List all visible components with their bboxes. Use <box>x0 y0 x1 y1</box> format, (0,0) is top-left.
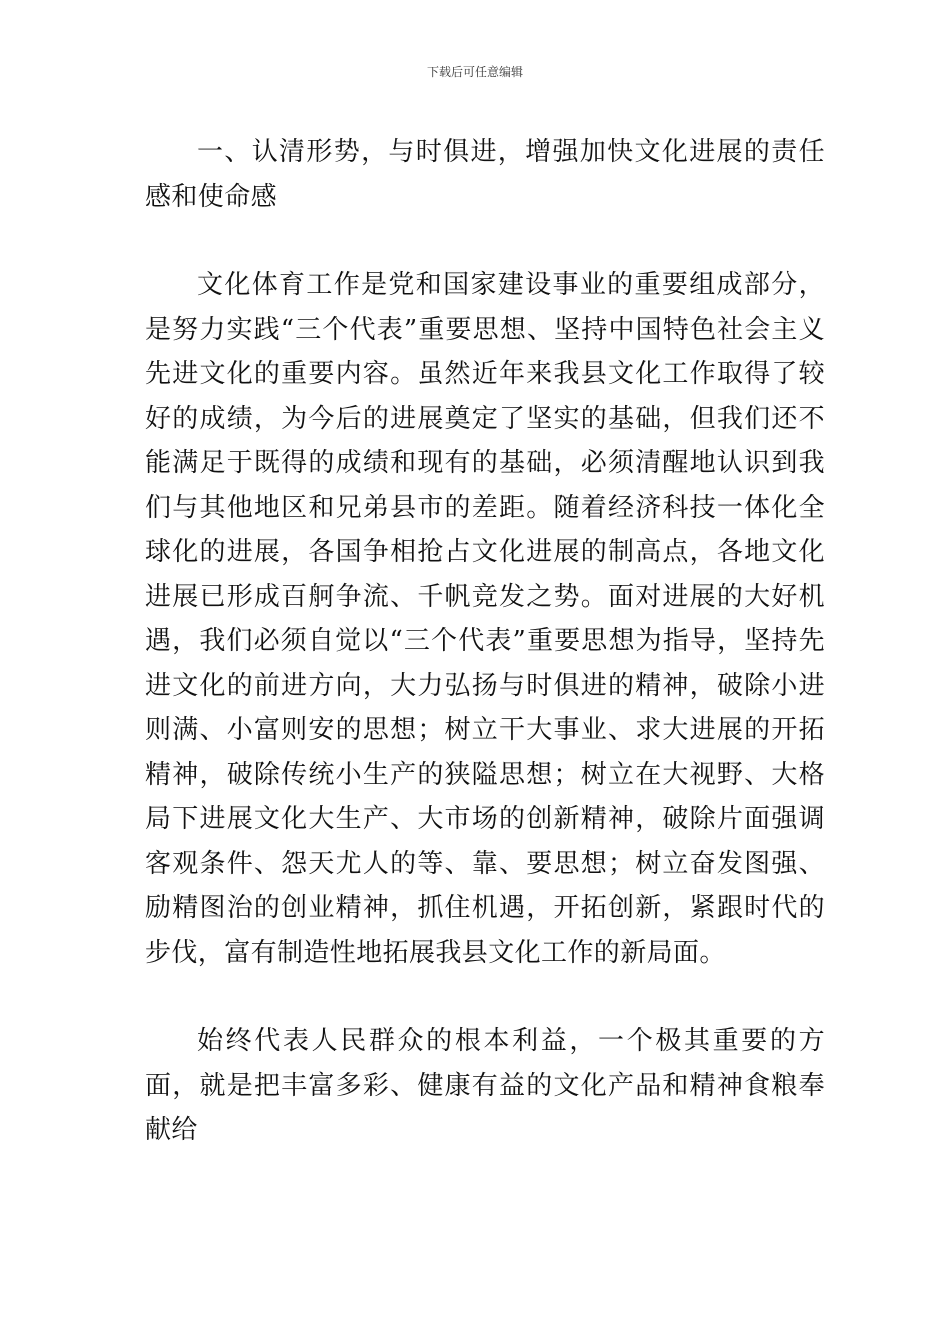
paragraph-2: 始终代表人民群众的根本利益，一个极其重要的方面，就是把丰富多彩、健康有益的文化产品和精神食粮奉献给 <box>145 1026 825 1145</box>
paragraph-1: 文化体育工作是党和国家建设事业的重要组成部分，是努力实践“三个代表”重要思想、坚持中国特色社会主义先进文化的重要内容。虽然近年来我县文化工作取得了较好的成绩，为今后的进展奠定了坚实的基础，但我们还不能满足于既得的成绩和现有的基础，必须清醒地认识到我们与其他地区和兄弟县市的差距。随着经济科技一体化全球化的进展，各国争相抢占文化进展的制高点，各地文化进展已形成百舸争流、千帆竞发之势。面对进展的大好机遇，我们必须自觉以“三个代表”重要思想为指导，坚持先进文化的前进方向，大力弘扬与时俱进的精神，破除小进则满、小富则安的思想；树立干大事业、求大进展的开拓精神，破除传统小生产的狭隘思想；树立在大视野、大格局下进展文化大生产、大市场的创新精神，破除片面强调客观条件、怨天尤人的等、靠、要思想；树立奋发图强、励精图治的创业精神，抓住机遇，开拓创新，紧跟时代的步伐，富有制造性地拓展我县文化工作的新局面。 <box>145 270 825 968</box>
page-header <box>0 64 950 80</box>
document-body <box>145 130 825 1153</box>
section-heading: 一、认清形势，与时俱进，增强加快文化进展的责任感和使命感 <box>145 137 825 212</box>
header-text: 下载后可任意编辑 <box>426 65 523 79</box>
